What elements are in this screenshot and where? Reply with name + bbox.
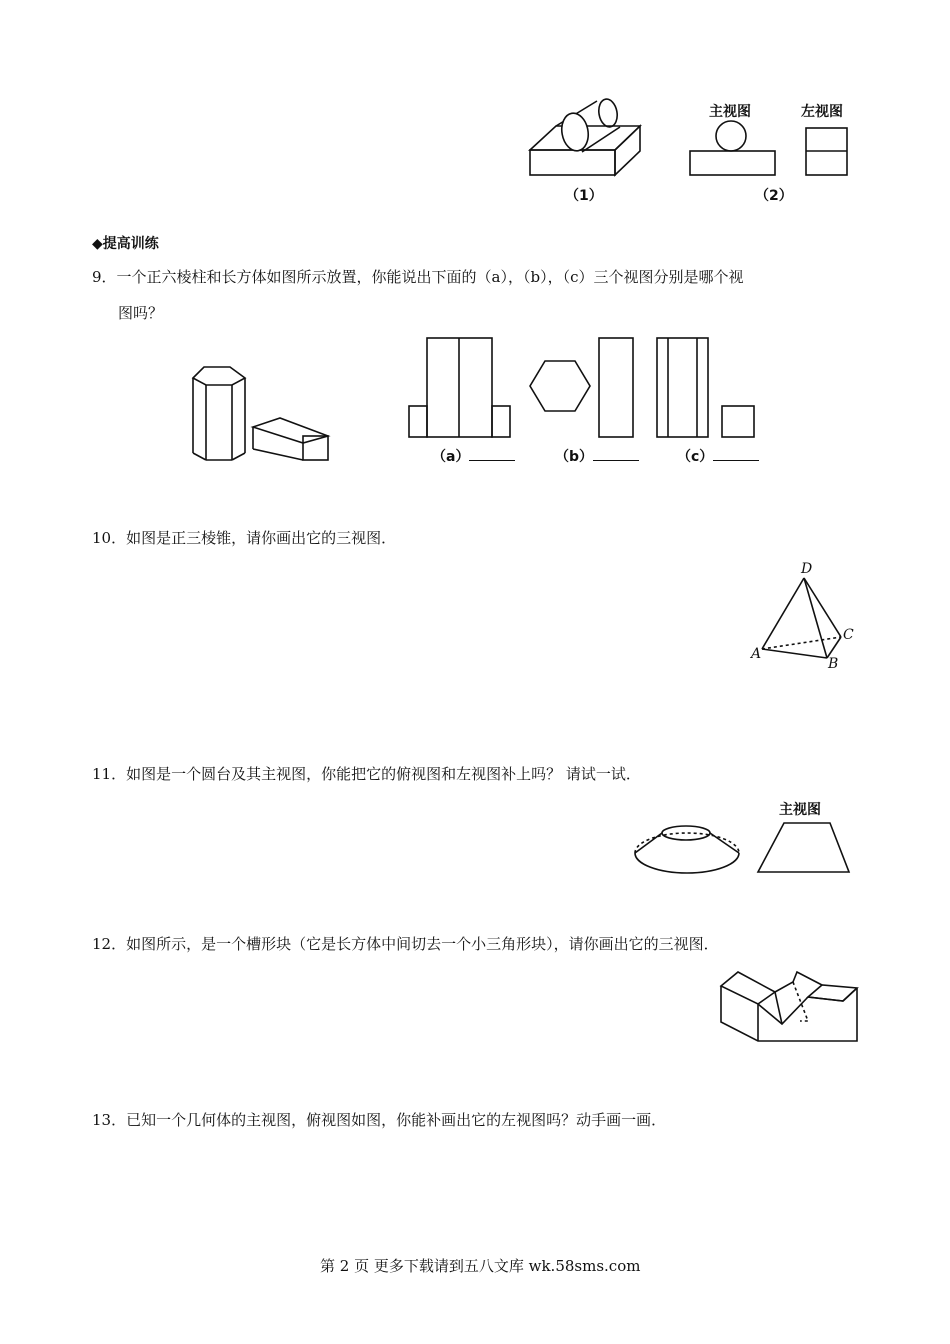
figure-2-label: （2） — [755, 188, 793, 204]
question-9-line2: 图吗？ — [118, 304, 164, 322]
question-10-text: 10．如图是正三棱锥，请你画出它的三视图． — [92, 529, 397, 547]
vertex-a-label: A — [751, 646, 762, 662]
question-9-line1: 9．一个正六棱柱和长方体如图所示放置，你能说出下面的（a），（b），（c）三个视图分别是哪个视 — [92, 268, 744, 286]
vertex-c-label: C — [843, 627, 854, 643]
question-12-text: 12．如图所示，是一个槽形块（它是长方体中间切去一个小三角形块），请你画出它的三视图． — [92, 935, 719, 953]
question-11-text: 11．如图是一个圆台及其主视图，你能把它的俯视图和左视图补上吗？ 请试一试． — [92, 765, 641, 783]
section-marker: ◆ — [92, 236, 103, 252]
left-view-label: 左视图 — [801, 104, 843, 120]
q11-front-view-label: 主视图 — [779, 802, 821, 818]
figure-1-label: （1） — [565, 188, 603, 204]
section-title: 提高训练 — [102, 236, 159, 252]
front-view-label: 主视图 — [709, 104, 751, 120]
question-13-text: 13．已知一个几何体的主视图，俯视图如图，你能补画出它的左视图吗？动手画一画． — [92, 1111, 667, 1129]
vertex-d-label: D — [801, 561, 813, 577]
view-c-text: （c） — [677, 449, 714, 465]
vertex-b-label: B — [828, 656, 839, 672]
view-b-text: （b） — [555, 449, 594, 465]
page-footer: 第 2 页 更多下载请到五八文库 wk.58sms.com — [320, 1257, 641, 1275]
view-a-text: （a） — [432, 449, 470, 465]
